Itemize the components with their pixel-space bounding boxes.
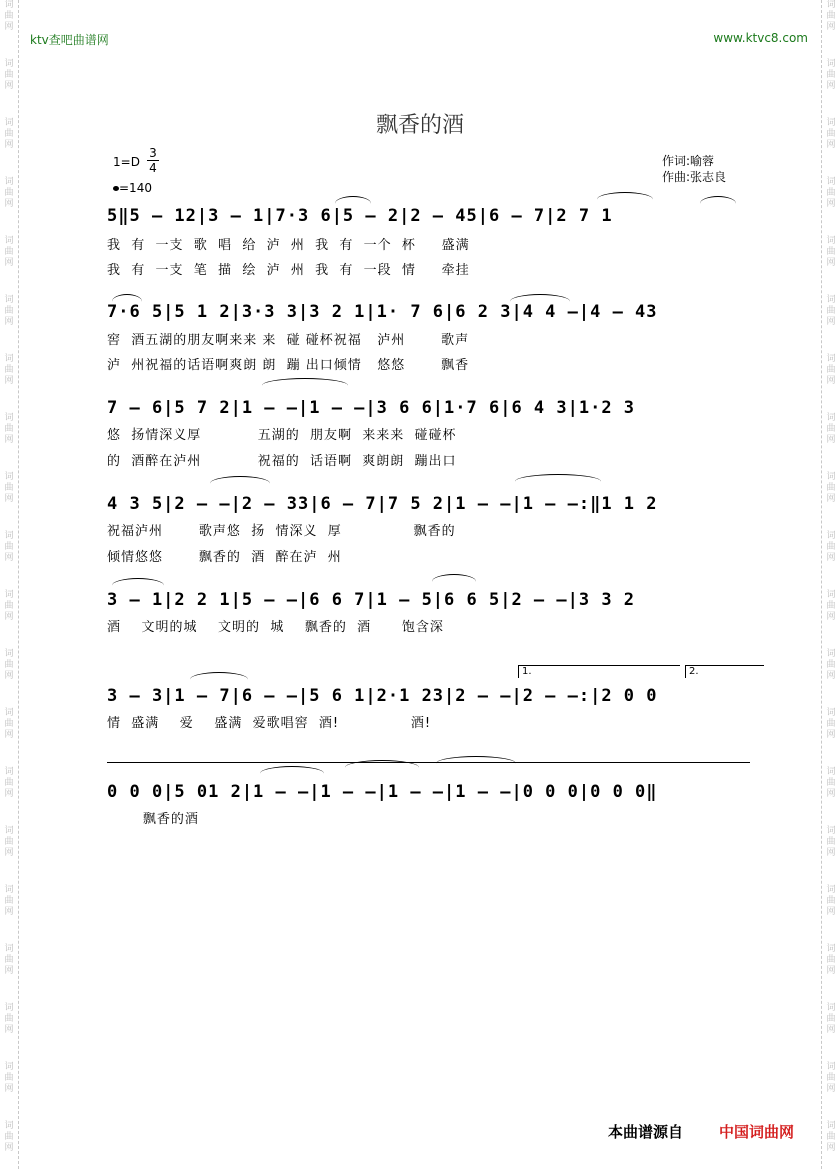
notation-line-7: 0 0 0|5 01 2|1 – –|1 – –|1 – –|1 – –|0 0 0|0 0 0‖ [107,782,658,802]
tempo-marking [113,181,152,195]
system-separator [107,762,750,763]
watermark-text: 词 曲 网 [4,236,14,268]
watermark-text: 词 曲 网 [826,472,836,504]
watermark-text: 词 曲 网 [4,767,14,799]
site-name-header: ktv查吧曲谱网 [30,33,109,47]
slur [112,578,164,593]
slur [190,672,248,687]
watermark-text: 词 曲 网 [4,59,14,91]
source-label: 本曲谱源自 [608,1123,684,1141]
watermark-text: 词 曲 网 [4,708,14,740]
notation-line-2: 7·6 5|5 1 2|3·3 3|3 2 1|1· 7 6|6 2 3|4 4 –|4 – 43 [107,302,658,322]
slur [700,196,736,211]
watermark-text: 词 曲 网 [4,649,14,681]
watermark-text: 词 曲 网 [826,531,836,563]
meter-bottom: 4 [149,161,157,175]
tie [515,474,601,489]
slur [112,294,142,309]
lyrics-line-6a: 情 盛满 爱 盛满 爱歌唱窖 酒! 酒! [107,716,432,731]
watermark-text: 词 曲 网 [826,236,836,268]
watermark-text: 词 曲 网 [4,1062,14,1094]
watermark-text: 词 曲 网 [4,885,14,917]
lyricist: 作词:喻蓉 [662,154,715,168]
tie [210,476,270,491]
watermark-text: 词 曲 网 [4,590,14,622]
watermark-text: 词 曲 网 [4,1003,14,1035]
lyrics-line-3b: 的 酒醉在泸州 祝福的 话语啊 爽朗朗 蹦出口 [107,454,457,469]
slur [432,574,476,589]
notation-line-4: 4 3 5|2 – –|2 – 33|6 – 7|7 5 2|1 – –|1 – –:‖1 1 2 [107,494,658,514]
watermark-text: 词 曲 网 [4,354,14,386]
credits [662,153,726,185]
watermark-text: 词 曲 网 [4,118,14,150]
notation-line-5: 3 – 1|2 2 1|5 – –|6 6 7|1 – 5|6 6 5|2 – –|3 3 2 [107,590,636,610]
left-border-watermark [0,0,19,1169]
watermark-text: 词 曲 网 [826,708,836,740]
watermark-text: 词 曲 网 [826,1062,836,1094]
lyrics-line-1a: 我 有 一支 歌 唱 给 泸 州 我 有 一个 杯 盛满 [107,238,470,253]
tempo-value: =140 [119,181,152,195]
watermark-text: 词 曲 网 [4,413,14,445]
slur [335,196,371,211]
watermark-text: 词 曲 网 [826,885,836,917]
source-site-link[interactable]: 中国词曲网 [719,1123,795,1141]
watermark-text: 词 曲 网 [826,826,836,858]
watermark-text: 词 曲 网 [826,354,836,386]
watermark-text: 词 曲 网 [4,472,14,504]
notation-line-6: 3 – 3|1 – 7|6 – –|5 6 1|2·1 23|2 – –|2 – –:|2 0 0 [107,686,658,706]
watermark-text: 词 曲 网 [826,59,836,91]
lyrics-line-1b: 我 有 一支 笔 描 绘 泸 州 我 有 一段 情 牵挂 [107,263,470,278]
lyrics-line-4a: 祝福泸州 歌声悠 扬 情深义 厚 飘香的 [107,524,456,539]
watermark-text: 词 曲 网 [4,826,14,858]
watermark-text: 词 曲 网 [826,767,836,799]
watermark-text: 词 曲 网 [4,944,14,976]
slur [510,294,570,309]
song-title: 飘香的酒 [375,113,464,138]
watermark-text: 词 曲 网 [826,1003,836,1035]
lyrics-line-4b: 倾情悠悠 飘香的 酒 醉在泸 州 [107,550,342,565]
watermark-text: 词 曲 网 [826,295,836,327]
tie [262,378,348,393]
watermark-text: 词 曲 网 [826,649,836,681]
watermark-text: 词 曲 网 [4,177,14,209]
notation-line-1: 5‖5 – 12|3 – 1|7·3 6|5 – 2|2 – 45|6 – 7|2 7 1 [107,206,613,226]
lyrics-line-2a: 窖 酒五湖的朋友啊来来 来 碰 碰杯祝福 泸州 歌声 [107,333,470,348]
second-ending-bracket: 2. [685,665,764,678]
key-signature: 1=D [113,155,140,169]
watermark-text: 词 曲 网 [826,118,836,150]
watermark-text: 词 曲 网 [826,944,836,976]
right-border-watermark [821,0,840,1169]
watermark-text: 词 曲 网 [4,531,14,563]
tie [436,756,516,771]
watermark-text: 词 曲 网 [4,0,14,32]
meter-top: 3 [149,146,157,160]
watermark-text: 词 曲 网 [826,590,836,622]
composer: 作曲:张志良 [662,170,727,184]
watermark-text: 词 曲 网 [4,295,14,327]
watermark-text: 词 曲 网 [826,413,836,445]
watermark-text: 词 曲 网 [826,0,836,32]
time-signature [147,146,159,175]
slur [597,192,653,207]
lyrics-line-2b: 泸 州祝福的话语啊爽朗 朗 蹦 出口倾情 悠悠 飘香 [107,358,470,373]
notation-line-3: 7 – 6|5 7 2|1 – –|1 – –|3 6 6|1·7 6|6 4 3|1·2 3 [107,398,636,418]
lyrics-line-7a: 飘香的酒 [107,812,199,827]
watermark-text: 词 曲 网 [826,1121,836,1153]
first-ending-bracket: 1. [518,665,680,678]
tie [260,766,324,781]
watermark-text: 词 曲 网 [826,177,836,209]
lyrics-line-3a: 悠 扬情深义厚 五湖的 朋友啊 来来来 碰碰杯 [107,428,457,443]
lyrics-line-5a: 酒 文明的城 文明的 城 飘香的 酒 饱含深 [107,620,444,635]
site-url-header: www.ktvc8.com [713,31,808,45]
watermark-text: 词 曲 网 [4,1121,14,1153]
